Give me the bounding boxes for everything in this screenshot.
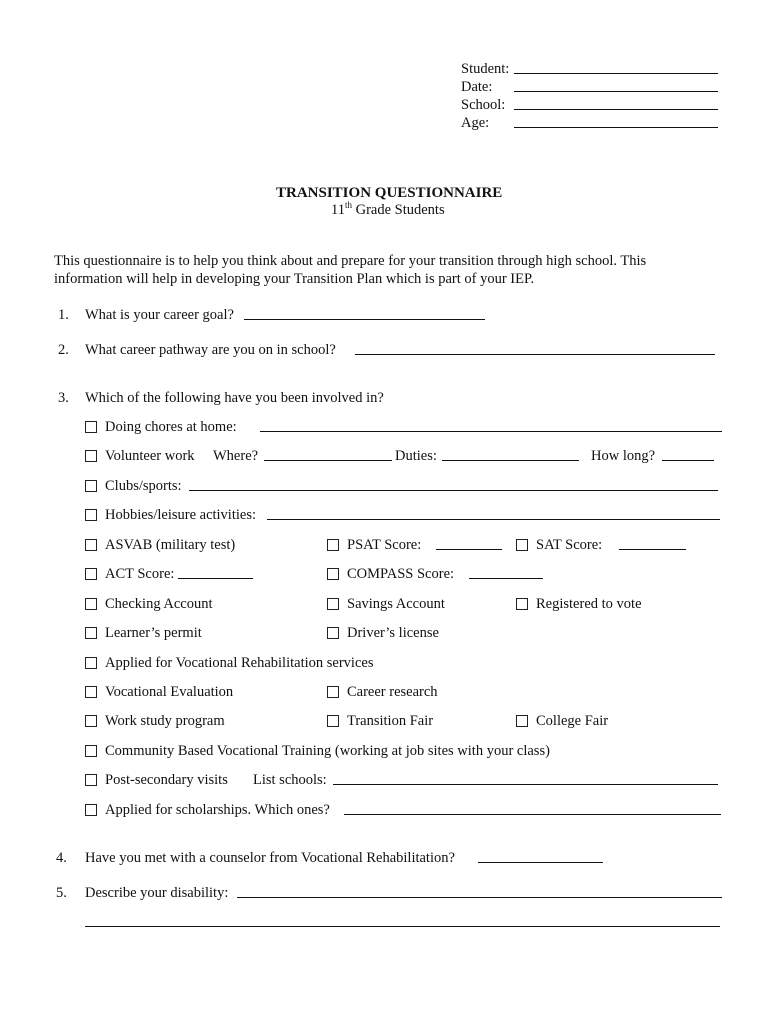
learners-permit-label: Learner’s permit <box>105 625 202 641</box>
hobbies-field[interactable] <box>267 519 720 520</box>
sat-label: SAT Score: <box>536 537 603 553</box>
registered-label: Registered to vote <box>536 596 642 612</box>
career-research-label: Career research <box>347 684 438 700</box>
age-field[interactable] <box>514 127 718 128</box>
page-title: TRANSITION QUESTIONNAIRE <box>276 185 503 201</box>
transition-fair-checkbox[interactable] <box>327 715 339 727</box>
chores-field[interactable] <box>260 431 722 432</box>
school-label: School: <box>461 97 506 113</box>
student-field[interactable] <box>514 73 718 74</box>
grade-number: 11 <box>331 202 345 218</box>
voc-rehab-label: Applied for Vocational Rehabilitation services <box>105 655 374 671</box>
q1-answer-field[interactable] <box>244 319 485 320</box>
post-secondary-checkbox[interactable] <box>85 774 97 786</box>
grade-suffix: th <box>344 200 352 210</box>
hobbies-label: Hobbies/leisure activities: <box>105 507 257 523</box>
school-field[interactable] <box>514 109 718 110</box>
savings-checkbox[interactable] <box>327 598 339 610</box>
q1-number: 1. <box>58 307 69 323</box>
act-checkbox[interactable] <box>85 568 97 580</box>
list-schools-field[interactable] <box>333 784 718 785</box>
chores-label: Doing chores at home: <box>105 419 237 435</box>
psat-score-field[interactable] <box>436 549 502 550</box>
clubs-label: Clubs/sports: <box>105 478 182 494</box>
q2-answer-field[interactable] <box>355 354 715 355</box>
scholarships-label: Applied for scholarships. Which ones? <box>105 802 330 818</box>
learners-permit-checkbox[interactable] <box>85 627 97 639</box>
clubs-checkbox[interactable] <box>85 480 97 492</box>
scholarships-checkbox[interactable] <box>85 804 97 816</box>
sat-checkbox[interactable] <box>516 539 528 551</box>
grade-rest: Grade Students <box>355 202 445 218</box>
page-subtitle <box>331 200 445 218</box>
college-fair-label: College Fair <box>536 713 609 729</box>
q4-text: Have you met with a counselor from Vocational Rehabilitation? <box>85 850 455 866</box>
checking-checkbox[interactable] <box>85 598 97 610</box>
act-score-field[interactable] <box>178 578 253 579</box>
voc-eval-label: Vocational Evaluation <box>105 684 234 700</box>
list-schools-label: List schools: <box>253 772 327 788</box>
asvab-checkbox[interactable] <box>85 539 97 551</box>
date-label: Date: <box>461 79 493 95</box>
volunteer-duties-field[interactable] <box>442 460 579 461</box>
volunteer-where-label: Where? <box>213 448 259 464</box>
psat-label: PSAT Score: <box>347 537 422 553</box>
act-label: ACT Score: <box>105 566 175 582</box>
college-fair-checkbox[interactable] <box>516 715 528 727</box>
clubs-field[interactable] <box>189 490 718 491</box>
volunteer-how-long-field[interactable] <box>662 460 714 461</box>
q5-answer-field-2[interactable] <box>85 926 720 927</box>
q4-answer-field[interactable] <box>478 862 603 863</box>
drivers-license-label: Driver’s license <box>347 625 439 641</box>
date-field[interactable] <box>514 91 718 92</box>
q1-text: What is your career goal? <box>85 307 234 323</box>
q5-number: 5. <box>56 885 67 901</box>
intro-line-1: This questionnaire is to help you think about and prepare for your transition through high school. This <box>54 253 647 269</box>
q4-number: 4. <box>56 850 67 866</box>
hobbies-checkbox[interactable] <box>85 509 97 521</box>
registered-checkbox[interactable] <box>516 598 528 610</box>
q5-text: Describe your disability: <box>85 885 229 901</box>
volunteer-label: Volunteer work <box>105 448 195 464</box>
compass-checkbox[interactable] <box>327 568 339 580</box>
cbvt-label: Community Based Vocational Training (working at job sites with your class) <box>105 743 550 759</box>
savings-label: Savings Account <box>347 596 445 612</box>
psat-checkbox[interactable] <box>327 539 339 551</box>
voc-rehab-checkbox[interactable] <box>85 657 97 669</box>
voc-eval-checkbox[interactable] <box>85 686 97 698</box>
age-label: Age: <box>461 115 490 131</box>
q2-text: What career pathway are you on in school? <box>85 342 336 358</box>
work-study-checkbox[interactable] <box>85 715 97 727</box>
post-secondary-label: Post-secondary visits <box>105 772 228 788</box>
scholarships-field[interactable] <box>344 814 721 815</box>
q3-number: 3. <box>58 390 69 406</box>
drivers-license-checkbox[interactable] <box>327 627 339 639</box>
compass-label: COMPASS Score: <box>347 566 455 582</box>
work-study-label: Work study program <box>105 713 225 729</box>
volunteer-where-field[interactable] <box>264 460 392 461</box>
sat-score-field[interactable] <box>619 549 686 550</box>
checking-label: Checking Account <box>105 596 213 612</box>
transition-fair-label: Transition Fair <box>347 713 434 729</box>
q5-answer-field[interactable] <box>237 897 722 898</box>
intro-line-2: information will help in developing your Transition Plan which is part of your IEP. <box>54 271 535 287</box>
q2-number: 2. <box>58 342 69 358</box>
volunteer-how-long-label: How long? <box>591 448 656 464</box>
volunteer-duties-label: Duties: <box>395 448 437 464</box>
compass-score-field[interactable] <box>469 578 543 579</box>
q3-text: Which of the following have you been involved in? <box>85 390 384 406</box>
asvab-label: ASVAB (military test) <box>105 537 236 553</box>
chores-checkbox[interactable] <box>85 421 97 433</box>
student-label: Student: <box>461 61 510 77</box>
volunteer-checkbox[interactable] <box>85 450 97 462</box>
career-research-checkbox[interactable] <box>327 686 339 698</box>
cbvt-checkbox[interactable] <box>85 745 97 757</box>
